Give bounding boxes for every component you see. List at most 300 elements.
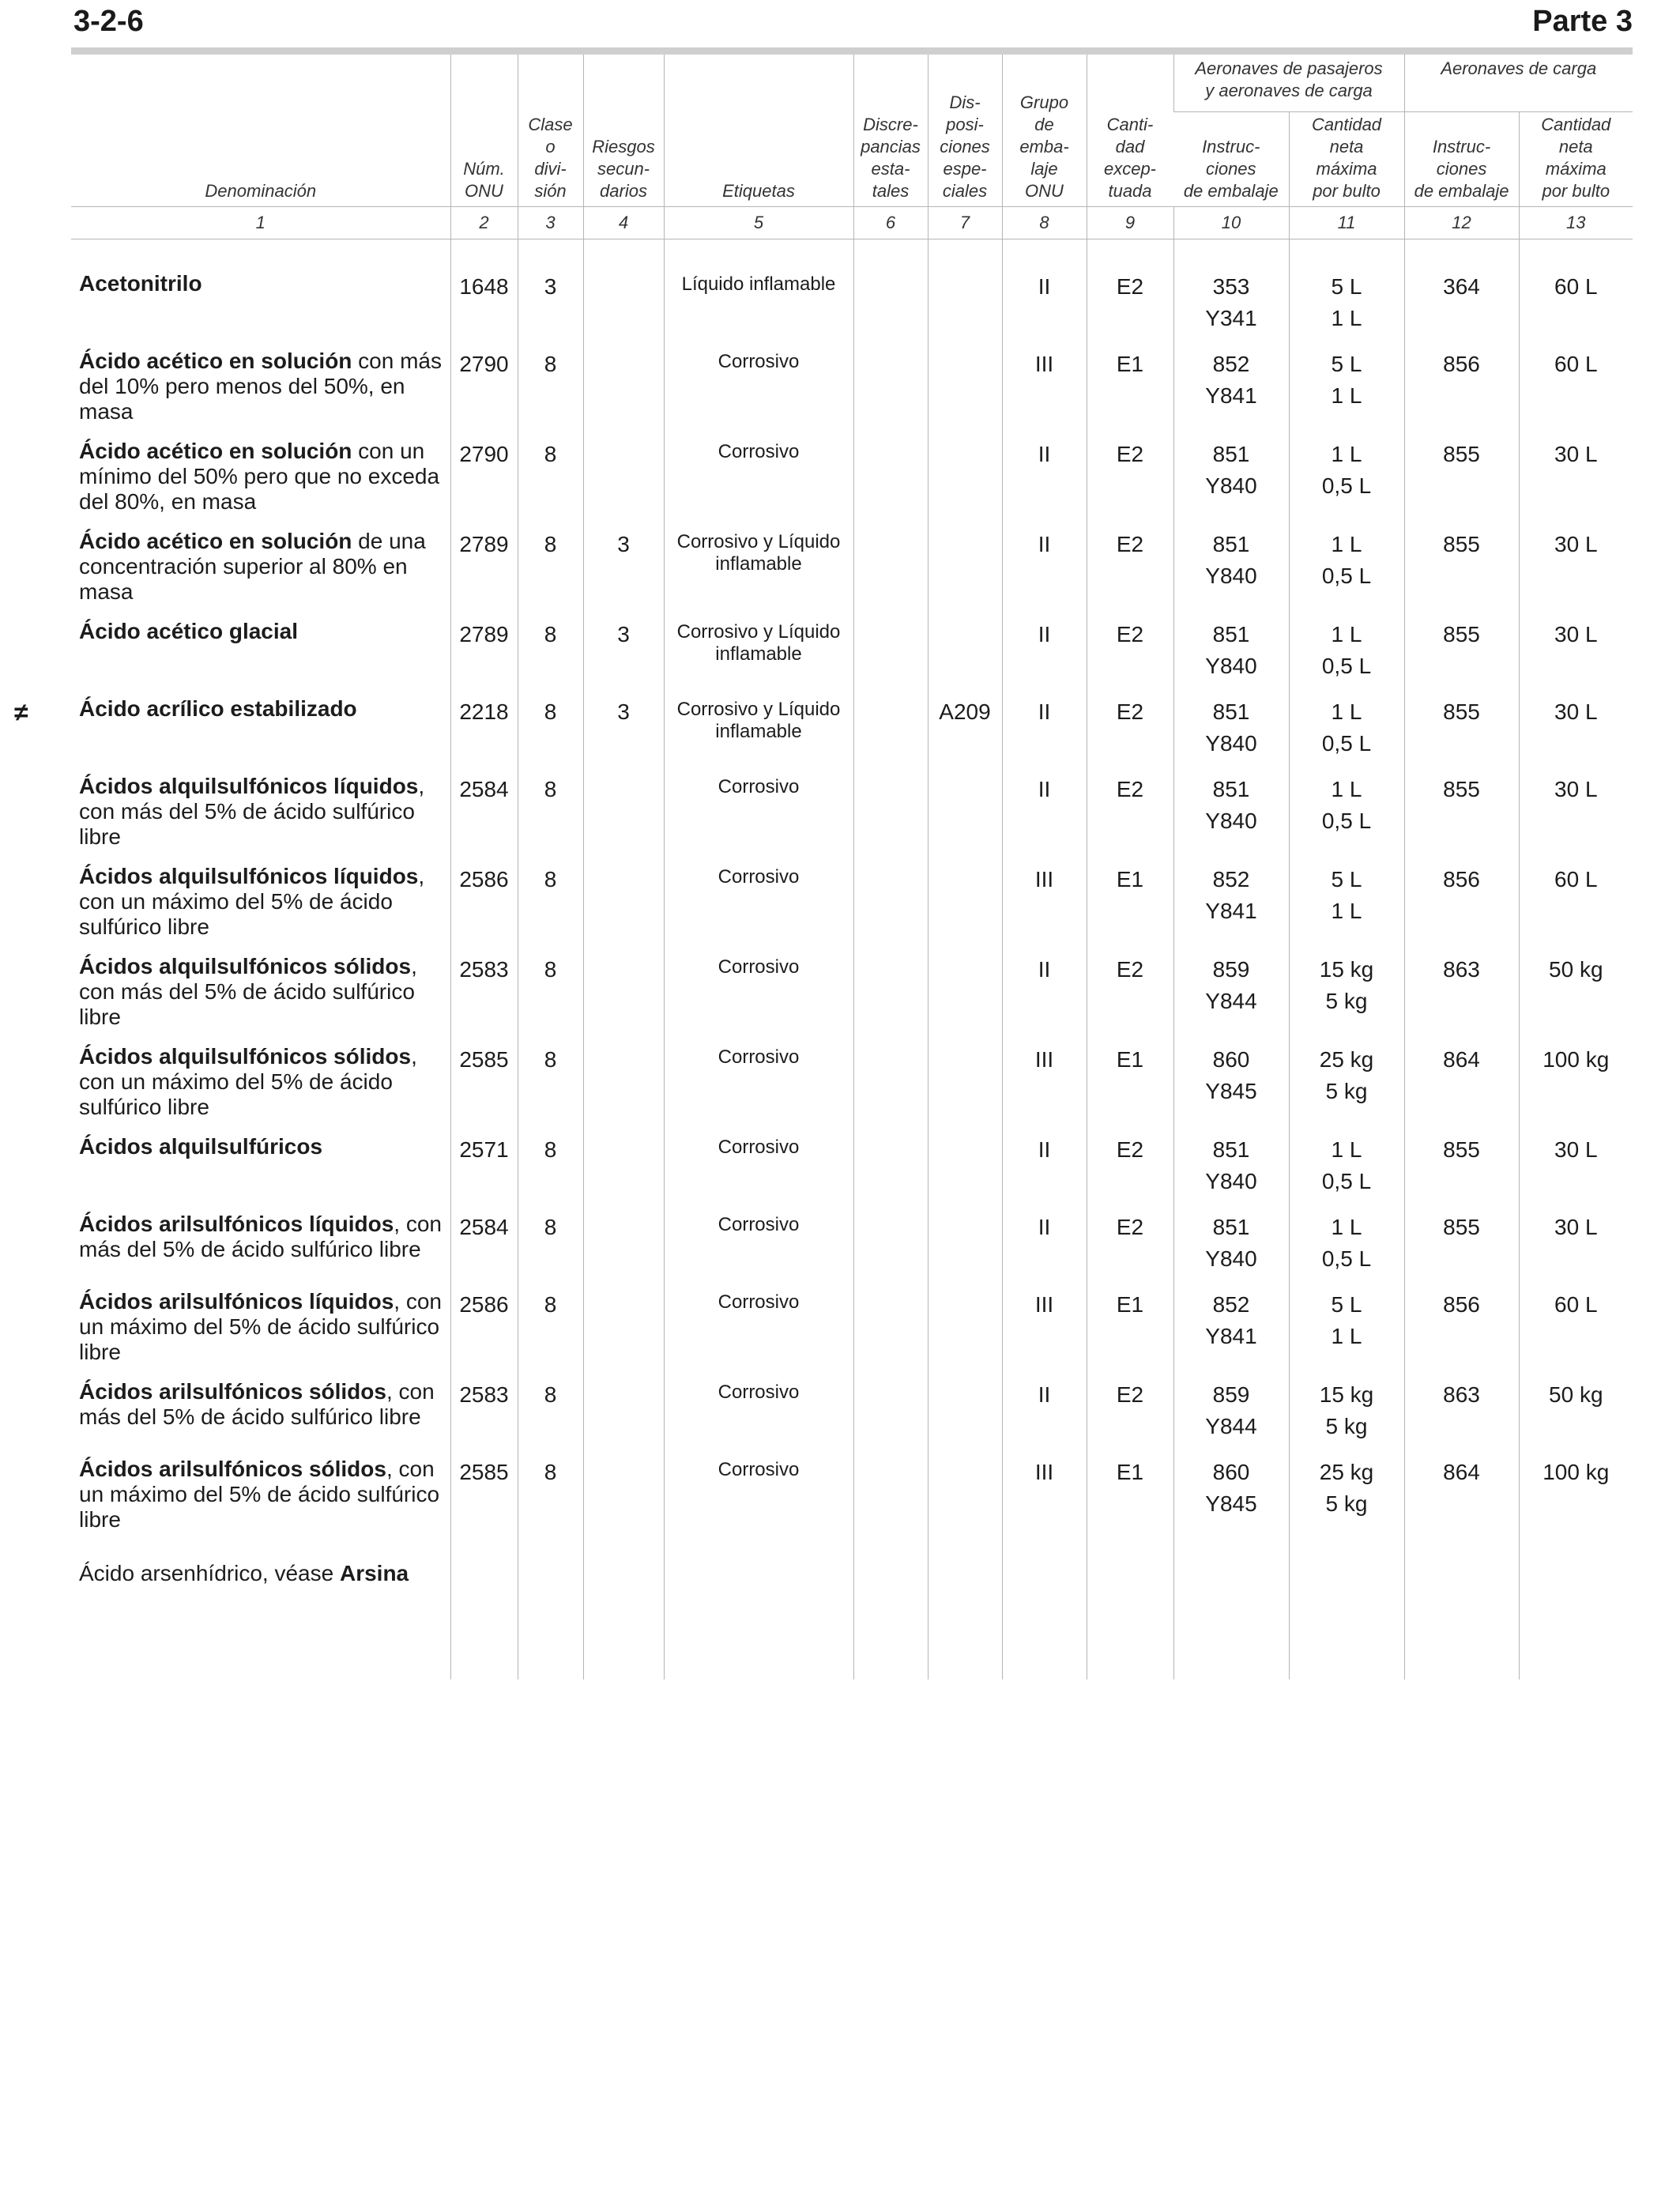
part-title: Parte 3 xyxy=(1532,5,1633,38)
excepted-quantity-cell: E2 xyxy=(1087,439,1173,529)
cargo-packing-instruction-cell: 863 xyxy=(1404,1379,1519,1457)
column-number: 2 xyxy=(450,206,518,239)
cell-line-limited: 0,5 L xyxy=(1321,473,1372,498)
substance-name-cell xyxy=(71,1044,450,1134)
cell-line: 851 xyxy=(1212,531,1250,556)
pax-packing-instruction-cell xyxy=(1173,1379,1289,1457)
pax-packing-instruction-cell xyxy=(1173,774,1289,864)
empty-cell xyxy=(1087,1547,1173,1600)
special-provision-cell xyxy=(928,439,1002,529)
empty-cell xyxy=(1519,1600,1633,1679)
empty-cell xyxy=(518,1600,583,1679)
pax-max-quantity-cell xyxy=(1289,1457,1404,1547)
state-variation-cell xyxy=(853,954,928,1044)
cargo-packing-instruction-cell: 855 xyxy=(1404,619,1519,696)
class-cell: 8 xyxy=(518,774,583,864)
excepted-quantity-cell: E2 xyxy=(1087,954,1173,1044)
pax-packing-instruction-cell xyxy=(1173,529,1289,619)
un-number-cell: 2583 xyxy=(450,954,518,1044)
empty-cell xyxy=(928,1600,1002,1679)
cargo-max-quantity-cell: 100 kg xyxy=(1519,1044,1633,1134)
un-number-cell: 2585 xyxy=(450,1044,518,1134)
column-number: 12 xyxy=(1404,206,1519,239)
excepted-quantity-cell: E2 xyxy=(1087,1379,1173,1457)
pax-max-quantity-cell xyxy=(1289,1134,1404,1212)
pax-max-quantity-cell xyxy=(1289,696,1404,774)
substance-name-bold: Ácidos arilsulfónicos sólidos xyxy=(79,1456,386,1481)
substance-name-cell xyxy=(71,439,450,529)
cell-line: 5 L xyxy=(1331,351,1362,376)
state-variation-cell xyxy=(853,349,928,439)
state-variation-cell xyxy=(853,271,928,349)
special-provision-cell xyxy=(928,1379,1002,1457)
class-cell: 8 xyxy=(518,1289,583,1379)
packing-group-cell: III xyxy=(1002,349,1087,439)
cargo-max-quantity-cell: 60 L xyxy=(1519,271,1633,349)
excepted-quantity-cell: E1 xyxy=(1087,1289,1173,1379)
header-rule xyxy=(71,47,1633,55)
un-number-cell: 1648 xyxy=(450,271,518,349)
cargo-max-quantity-cell: 60 L xyxy=(1519,349,1633,439)
empty-cell xyxy=(853,1547,928,1600)
pax-packing-instruction-cell xyxy=(1173,954,1289,1044)
cargo-packing-instruction-cell: 864 xyxy=(1404,1044,1519,1134)
special-provision-cell xyxy=(928,349,1002,439)
column-number: 8 xyxy=(1002,206,1087,239)
pax-packing-instruction-cell xyxy=(1173,619,1289,696)
cell-line: 852 xyxy=(1212,351,1250,376)
secondary-risk-cell xyxy=(583,439,664,529)
cargo-max-quantity-cell: 30 L xyxy=(1519,529,1633,619)
substance-name-qualifier: , con un máximo del 5% de ácido sulfúrico libre xyxy=(79,863,425,939)
substance-name-qualifier: , con un máximo del 5% de ácido sulfúrico libre xyxy=(79,1043,417,1119)
cell-line: 1 L xyxy=(1331,531,1362,556)
empty-cell xyxy=(853,1600,928,1679)
un-number-cell: 2218 xyxy=(450,696,518,774)
table-row xyxy=(71,954,1633,1044)
un-number-cell: 2571 xyxy=(450,1134,518,1212)
class-cell: 8 xyxy=(518,1379,583,1457)
pax-packing-instruction-cell xyxy=(1173,439,1289,529)
substance-name-cell xyxy=(71,1457,450,1547)
empty-cell xyxy=(450,1547,518,1600)
excepted-quantity-cell: E1 xyxy=(1087,1044,1173,1134)
table-row xyxy=(71,1457,1633,1547)
cargo-max-quantity-cell: 60 L xyxy=(1519,864,1633,954)
cell-line: 851 xyxy=(1212,621,1250,647)
empty-cell xyxy=(1404,1547,1519,1600)
packing-group-cell: III xyxy=(1002,1289,1087,1379)
col-header-grupo: Grupo de emba- laje ONU xyxy=(1002,55,1087,206)
special-provision-cell xyxy=(928,1212,1002,1289)
packing-group-cell: III xyxy=(1002,864,1087,954)
cargo-packing-instruction-cell: 855 xyxy=(1404,774,1519,864)
empty-cell xyxy=(1404,1600,1519,1679)
secondary-risk-cell xyxy=(583,1379,664,1457)
packing-group-cell: II xyxy=(1002,954,1087,1044)
col-header-denominacion: Denominación xyxy=(205,180,317,201)
column-number: 7 xyxy=(928,206,1002,239)
labels-cell: Corrosivo y Líquido inflamable xyxy=(664,529,853,619)
cell-line: 1 L xyxy=(1331,1214,1362,1239)
cross-reference-row xyxy=(71,1547,1633,1600)
class-cell: 8 xyxy=(518,864,583,954)
cell-line-limited: 1 L xyxy=(1331,898,1362,923)
pax-packing-instruction-cell xyxy=(1173,864,1289,954)
labels-cell: Corrosivo xyxy=(664,1457,853,1547)
empty-cell xyxy=(1002,1547,1087,1600)
table-row xyxy=(71,1289,1633,1379)
substance-name-bold: Ácido acrílico estabilizado xyxy=(79,696,357,721)
cell-line-limited: 5 kg xyxy=(1325,1078,1368,1103)
un-number-cell: 2586 xyxy=(450,864,518,954)
cell-line-limited: 5 kg xyxy=(1325,1491,1368,1516)
col-header-disposiciones: Dis- posi- ciones espe- ciales xyxy=(928,55,1002,206)
table-row xyxy=(71,696,1633,774)
special-provision-cell xyxy=(928,1289,1002,1379)
empty-cell xyxy=(71,1600,450,1679)
cargo-max-quantity-cell: 30 L xyxy=(1519,1134,1633,1212)
substance-name-cell xyxy=(71,529,450,619)
column-number: 9 xyxy=(1087,206,1173,239)
un-number-cell: 2584 xyxy=(450,774,518,864)
labels-cell: Corrosivo xyxy=(664,1212,853,1289)
substance-name-bold: Ácidos arilsulfónicos líquidos xyxy=(79,1211,394,1236)
packing-group-cell: III xyxy=(1002,1457,1087,1547)
cell-line: 851 xyxy=(1212,699,1250,724)
substance-name-cell xyxy=(71,271,450,349)
pax-packing-instruction-cell xyxy=(1173,349,1289,439)
packing-group-cell: II xyxy=(1002,1134,1087,1212)
special-provision-cell xyxy=(928,529,1002,619)
pax-max-quantity-cell xyxy=(1289,439,1404,529)
cell-line: 5 L xyxy=(1331,273,1362,299)
cell-line-limited: Y841 xyxy=(1205,898,1257,923)
class-cell: 8 xyxy=(518,1457,583,1547)
cargo-packing-instruction-cell: 855 xyxy=(1404,439,1519,529)
special-provision-cell xyxy=(928,619,1002,696)
empty-cell xyxy=(1173,1600,1289,1679)
cell-line-limited: 5 kg xyxy=(1325,988,1368,1013)
excepted-quantity-cell: E2 xyxy=(1087,529,1173,619)
empty-cell xyxy=(928,1547,1002,1600)
pax-max-quantity-cell xyxy=(1289,954,1404,1044)
empty-cell xyxy=(1289,1600,1404,1679)
substance-name-cell xyxy=(71,696,450,774)
cell-line: 5 L xyxy=(1331,1291,1362,1317)
class-cell: 8 xyxy=(518,619,583,696)
cell-line: 860 xyxy=(1212,1046,1250,1072)
excepted-quantity-cell: E2 xyxy=(1087,774,1173,864)
col-group-pasajeros: Aeronaves de pasajeros y aeronaves de carga xyxy=(1173,55,1404,111)
empty-cell xyxy=(583,1547,664,1600)
pax-packing-instruction-cell xyxy=(1173,271,1289,349)
excepted-quantity-cell: E2 xyxy=(1087,619,1173,696)
un-number-cell: 2790 xyxy=(450,349,518,439)
un-number-cell: 2585 xyxy=(450,1457,518,1547)
table-row xyxy=(71,349,1633,439)
cargo-packing-instruction-cell: 855 xyxy=(1404,1212,1519,1289)
dangerous-goods-table xyxy=(71,55,1633,1679)
pax-max-quantity-cell xyxy=(1289,529,1404,619)
cell-line: 859 xyxy=(1212,956,1250,982)
pax-max-quantity-cell xyxy=(1289,864,1404,954)
substance-name-qualifier: , con más del 5% de ácido sulfúrico libre xyxy=(79,953,417,1029)
pax-max-quantity-cell xyxy=(1289,1044,1404,1134)
cell-line-limited: Y844 xyxy=(1205,1413,1257,1438)
cell-line-limited: Y845 xyxy=(1205,1491,1257,1516)
packing-group-cell: II xyxy=(1002,529,1087,619)
un-number-cell: 2789 xyxy=(450,529,518,619)
column-number: 6 xyxy=(853,206,928,239)
substance-name-qualifier: con un mínimo del 50% pero que no exceda del 80%, en masa xyxy=(79,438,440,514)
column-number: 4 xyxy=(583,206,664,239)
un-number-cell: 2586 xyxy=(450,1289,518,1379)
table-body xyxy=(71,239,1633,1679)
state-variation-cell xyxy=(853,1457,928,1547)
table-row xyxy=(71,619,1633,696)
cell-line: 1 L xyxy=(1331,621,1362,647)
table-row xyxy=(71,774,1633,864)
substance-name-cell xyxy=(71,1212,450,1289)
empty-cell xyxy=(1173,1547,1289,1600)
secondary-risk-cell xyxy=(583,271,664,349)
labels-cell: Corrosivo y Líquido inflamable xyxy=(664,696,853,774)
cell-line-limited: Y341 xyxy=(1205,305,1257,330)
substance-name-cell xyxy=(71,1379,450,1457)
table-row xyxy=(71,864,1633,954)
substance-name-cell xyxy=(71,774,450,864)
substance-name-bold: Ácido acético en solución xyxy=(79,348,352,373)
state-variation-cell xyxy=(853,1212,928,1289)
pax-max-quantity-cell xyxy=(1289,1212,1404,1289)
empty-cell xyxy=(1519,1547,1633,1600)
class-cell: 3 xyxy=(518,271,583,349)
cell-line-limited: 0,5 L xyxy=(1321,653,1372,678)
cell-line-limited: Y840 xyxy=(1205,563,1257,588)
pax-max-quantity-cell xyxy=(1289,271,1404,349)
special-provision-cell xyxy=(928,864,1002,954)
cell-line-limited: 0,5 L xyxy=(1321,730,1372,756)
excepted-quantity-cell: E1 xyxy=(1087,349,1173,439)
substance-name-cell xyxy=(71,864,450,954)
special-provision-cell xyxy=(928,1134,1002,1212)
labels-cell: Corrosivo xyxy=(664,774,853,864)
pax-packing-instruction-cell xyxy=(1173,1044,1289,1134)
cross-reference-text: Ácido arsenhídrico, véase xyxy=(79,1560,340,1585)
secondary-risk-cell xyxy=(583,954,664,1044)
substance-name-bold: Ácidos alquilsulfónicos sólidos xyxy=(79,1043,412,1069)
table-row xyxy=(71,529,1633,619)
cell-line: 851 xyxy=(1212,776,1250,801)
cross-reference-cell xyxy=(71,1547,450,1600)
un-number-cell: 2790 xyxy=(450,439,518,529)
pax-packing-instruction-cell xyxy=(1173,1134,1289,1212)
cell-line-limited: Y840 xyxy=(1205,653,1257,678)
secondary-risk-cell xyxy=(583,864,664,954)
pax-packing-instruction-cell xyxy=(1173,1212,1289,1289)
pax-max-quantity-cell xyxy=(1289,774,1404,864)
cell-line: 851 xyxy=(1212,1137,1250,1162)
table-row xyxy=(71,1212,1633,1289)
pax-packing-instruction-cell xyxy=(1173,1457,1289,1547)
special-provision-cell xyxy=(928,1457,1002,1547)
substance-name-qualifier: , con más del 5% de ácido sulfúrico libre xyxy=(79,1211,442,1261)
cargo-max-quantity-cell: 50 kg xyxy=(1519,954,1633,1044)
special-provision-cell xyxy=(928,774,1002,864)
labels-cell: Corrosivo xyxy=(664,1379,853,1457)
cargo-packing-instruction-cell: 856 xyxy=(1404,864,1519,954)
cell-line-limited: Y840 xyxy=(1205,473,1257,498)
secondary-risk-cell xyxy=(583,1289,664,1379)
secondary-risk-cell: 3 xyxy=(583,696,664,774)
substance-name-qualifier: , con un máximo del 5% de ácido sulfúrico libre xyxy=(79,1288,442,1364)
cell-line-limited: 1 L xyxy=(1331,383,1362,408)
cell-line: 1 L xyxy=(1331,699,1362,724)
pax-packing-instruction-cell xyxy=(1173,696,1289,774)
excepted-quantity-cell: E2 xyxy=(1087,1212,1173,1289)
empty-cell xyxy=(583,1600,664,1679)
cell-line: 852 xyxy=(1212,866,1250,892)
column-number: 3 xyxy=(518,206,583,239)
cell-line-limited: Y841 xyxy=(1205,1323,1257,1348)
table-row xyxy=(71,1044,1633,1134)
pax-max-quantity-cell xyxy=(1289,1379,1404,1457)
substance-name-bold: Ácidos alquilsulfónicos sólidos xyxy=(79,953,412,978)
state-variation-cell xyxy=(853,619,928,696)
secondary-risk-cell xyxy=(583,1457,664,1547)
empty-cell xyxy=(1002,1600,1087,1679)
substance-name-bold: Acetonitrilo xyxy=(79,270,202,296)
empty-cell xyxy=(664,1600,853,1679)
class-cell: 8 xyxy=(518,529,583,619)
substance-name-bold: Ácido acético en solución xyxy=(79,438,352,463)
cell-line: 353 xyxy=(1212,273,1250,299)
special-provision-cell xyxy=(928,1044,1002,1134)
cargo-max-quantity-cell: 100 kg xyxy=(1519,1457,1633,1547)
cargo-max-quantity-cell: 30 L xyxy=(1519,619,1633,696)
substance-name-bold: Ácidos arilsulfónicos líquidos xyxy=(79,1288,394,1314)
state-variation-cell xyxy=(853,696,928,774)
cargo-packing-instruction-cell: 856 xyxy=(1404,1289,1519,1379)
table-row xyxy=(71,1379,1633,1457)
state-variation-cell xyxy=(853,1044,928,1134)
pax-max-quantity-cell xyxy=(1289,619,1404,696)
pax-packing-instruction-cell xyxy=(1173,1289,1289,1379)
packing-group-cell: II xyxy=(1002,1379,1087,1457)
col-header-etiquetas: Etiquetas xyxy=(664,55,853,206)
excepted-quantity-cell: E1 xyxy=(1087,1457,1173,1547)
change-mark: ≠ xyxy=(14,697,28,726)
class-cell: 8 xyxy=(518,954,583,1044)
cell-line: 851 xyxy=(1212,1214,1250,1239)
table-row xyxy=(71,439,1633,529)
cargo-max-quantity-cell: 60 L xyxy=(1519,1289,1633,1379)
cell-line: 851 xyxy=(1212,441,1250,466)
packing-group-cell: II xyxy=(1002,439,1087,529)
cargo-max-quantity-cell: 50 kg xyxy=(1519,1379,1633,1457)
labels-cell: Corrosivo xyxy=(664,1044,853,1134)
cell-line-limited: Y840 xyxy=(1205,730,1257,756)
un-number-cell: 2584 xyxy=(450,1212,518,1289)
col-header-instrucciones-pax: Instruc- ciones de embalaje xyxy=(1183,136,1279,201)
class-cell: 8 xyxy=(518,349,583,439)
cell-line-limited: Y845 xyxy=(1205,1078,1257,1103)
labels-cell: Corrosivo xyxy=(664,864,853,954)
labels-cell: Corrosivo xyxy=(664,349,853,439)
substance-name-bold: Ácidos arilsulfónicos sólidos xyxy=(79,1378,386,1404)
state-variation-cell xyxy=(853,529,928,619)
class-cell: 8 xyxy=(518,1044,583,1134)
labels-cell: Corrosivo xyxy=(664,1289,853,1379)
substance-name-bold: Ácido acético glacial xyxy=(79,618,298,643)
cell-line-limited: Y841 xyxy=(1205,383,1257,408)
pax-max-quantity-cell xyxy=(1289,349,1404,439)
cargo-max-quantity-cell: 30 L xyxy=(1519,1212,1633,1289)
empty-cell xyxy=(1087,1600,1173,1679)
state-variation-cell xyxy=(853,1289,928,1379)
substance-name-cell xyxy=(71,1134,450,1212)
packing-group-cell: II xyxy=(1002,619,1087,696)
cell-line-limited: Y840 xyxy=(1205,1246,1257,1271)
cell-line: 15 kg xyxy=(1319,1382,1374,1407)
cell-line: 1 L xyxy=(1331,1137,1362,1162)
empty-cell xyxy=(1289,1547,1404,1600)
secondary-risk-cell xyxy=(583,1044,664,1134)
cargo-max-quantity-cell: 30 L xyxy=(1519,774,1633,864)
class-cell: 8 xyxy=(518,696,583,774)
table-row xyxy=(71,271,1633,349)
substance-name-cell xyxy=(71,1289,450,1379)
labels-cell: Corrosivo xyxy=(664,439,853,529)
packing-group-cell: II xyxy=(1002,774,1087,864)
substance-name-bold: Ácidos alquilsulfónicos líquidos xyxy=(79,863,419,888)
cell-line: 1 L xyxy=(1331,776,1362,801)
cell-line: 5 L xyxy=(1331,866,1362,892)
col-header-clase: Clase o divi- sión xyxy=(518,55,583,206)
special-provision-cell: A209 xyxy=(928,696,1002,774)
column-number: 13 xyxy=(1519,206,1633,239)
cargo-packing-instruction-cell: 855 xyxy=(1404,529,1519,619)
substance-name-bold: Ácidos alquilsulfúricos xyxy=(79,1133,323,1159)
substance-name-cell xyxy=(71,954,450,1044)
substance-name-qualifier: de una concentración superior al 80% en masa xyxy=(79,528,426,604)
secondary-risk-cell xyxy=(583,349,664,439)
cell-line-limited: 0,5 L xyxy=(1321,1168,1372,1193)
cargo-packing-instruction-cell: 864 xyxy=(1404,1457,1519,1547)
substance-name-qualifier: , con más del 5% de ácido sulfúrico libre xyxy=(79,773,425,849)
cell-line-limited: Y840 xyxy=(1205,1168,1257,1193)
excepted-quantity-cell: E2 xyxy=(1087,271,1173,349)
secondary-risk-cell: 3 xyxy=(583,619,664,696)
cell-line-limited: Y844 xyxy=(1205,988,1257,1013)
packing-group-cell: II xyxy=(1002,271,1087,349)
cell-line: 852 xyxy=(1212,1291,1250,1317)
cell-line-limited: 0,5 L xyxy=(1321,563,1372,588)
state-variation-cell xyxy=(853,1134,928,1212)
labels-cell: Corrosivo y Líquido inflamable xyxy=(664,619,853,696)
excepted-quantity-cell: E2 xyxy=(1087,696,1173,774)
substance-name-cell xyxy=(71,349,450,439)
cell-line-limited: 1 L xyxy=(1331,305,1362,330)
cell-line: 860 xyxy=(1212,1459,1250,1484)
cell-line: 25 kg xyxy=(1319,1046,1374,1072)
col-header-discrepancias: Discre- pancias esta- tales xyxy=(853,55,928,206)
labels-cell: Corrosivo xyxy=(664,954,853,1044)
class-cell: 8 xyxy=(518,1212,583,1289)
cell-line: 859 xyxy=(1212,1382,1250,1407)
col-header-cantidad: Canti- dad excep- tuada xyxy=(1087,55,1173,206)
